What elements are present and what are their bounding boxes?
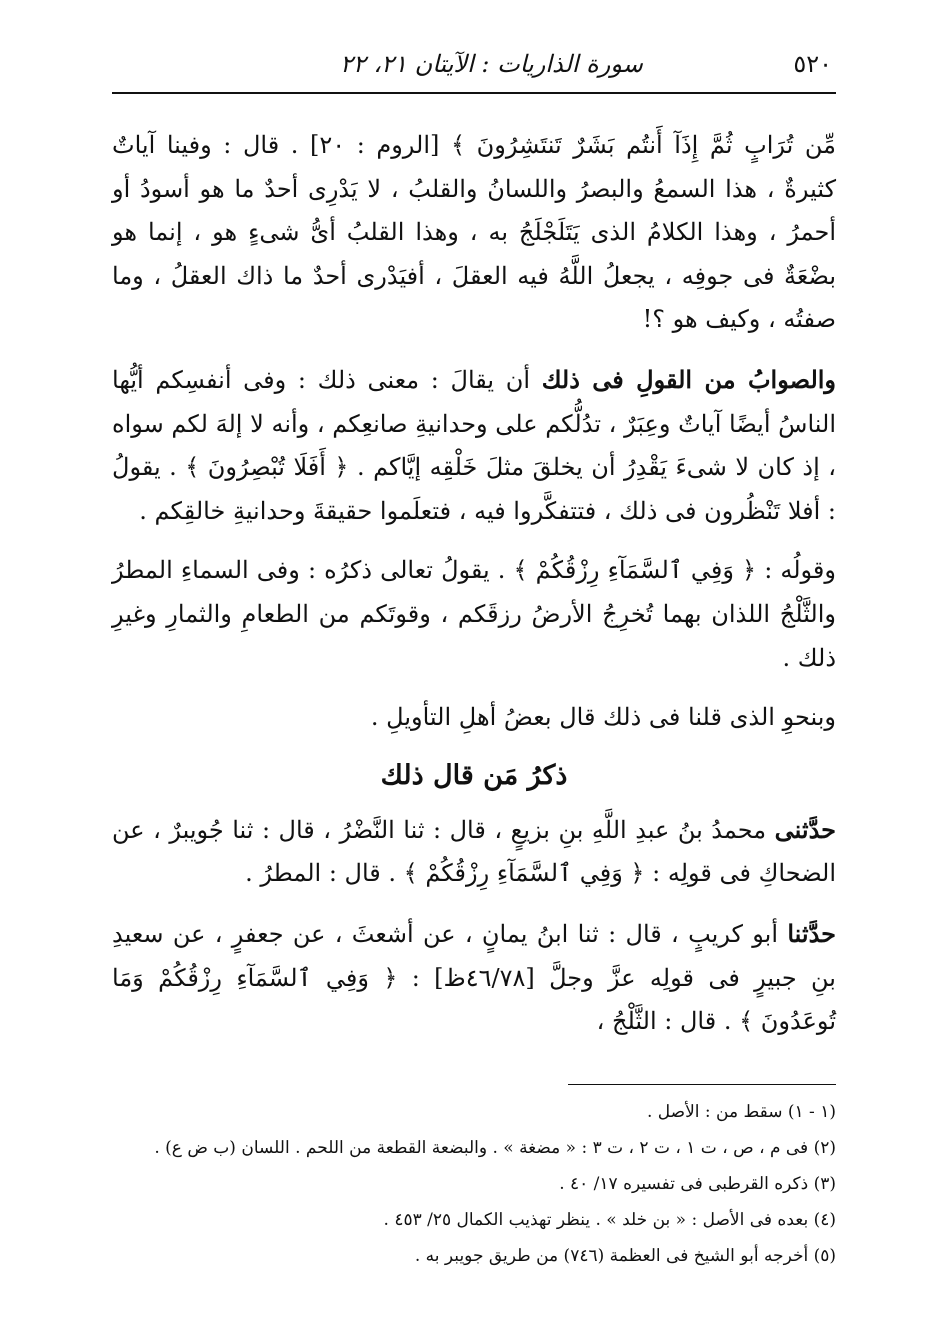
footnote-2: (٢) فى م ، ص ، ت ١ ، ت ٢ ، ت ٣ : « مضغة » . والبضعة القطعة من اللحم . اللسان (ب ض ع) . bbox=[154, 1138, 836, 1158]
paragraph-4: وبنحوِ الذى قلنا فى ذلك قال بعضُ أهلِ التأويلِ . bbox=[370, 703, 836, 732]
footnote-5: (٥) أخرجه أبو الشيخ فى العظمة (٧٤٦) من طريق جويبر به . bbox=[414, 1246, 836, 1266]
paragraph-6-text: أبو كريبٍ ، قال : ثنا ابنُ يمانٍ ، عن أشعثَ ، عن جعفرٍ ، عن سعيدِ بنِ جبيرٍ فى قولِه عزَّ وجلَّ [٤٦/٧٨ظ] : ﴿ وَفِي ٱلسَّمَآءِ رِزْقُكُمْ وَمَا تُوعَدُونَ ﴾ . قال : الثَّلْجُ ، bbox=[112, 919, 836, 1036]
running-title: سورة الذاريات : الآيتان ٢١، ٢٢ bbox=[340, 50, 643, 78]
paragraph-6 bbox=[112, 912, 836, 1044]
paragraph-2-text: أن يقالَ : معنى ذلك : وفى أنفسِكم أيُّها الناسُ أيضًا آياتٌ وعِبَرٌ ، تدُلُّكم على وحدانيةِ صانعِكم ، وأنه لا إلهَ لكم سواه ، إذ كان لا شىءَ يَقْدِرُ أن يخلقَ مثلَ خَلْقِه إيَّاكم . ﴿ أَفَلَا تُبْصِرُونَ ﴾ . يقولُ : أفلا تَنْظُرون فى ذلك ، فتتفكَّروا فيه ، فتعلَموا حقيقةَ وحدانيةِ خالقِكم . bbox=[112, 365, 836, 525]
page-number: ٥٢٠ bbox=[793, 50, 832, 78]
paragraph-5 bbox=[112, 808, 836, 896]
footnotes bbox=[112, 1094, 836, 1274]
footnote-divider bbox=[568, 1084, 836, 1085]
page-header bbox=[112, 44, 836, 94]
paragraph-2-lead: والصوابُ من القولِ فى ذلك bbox=[541, 364, 837, 394]
main-text bbox=[112, 124, 836, 1060]
paragraph-5-lead: حدَّثنى bbox=[774, 814, 836, 844]
footnote-4: (٤) بعده فى الأصل : « بن خلد » . ينظر تهذيب الكمال ٢٥/ ٤٥٣ . bbox=[383, 1210, 836, 1230]
paragraph-2 bbox=[112, 358, 836, 533]
section-heading: ذكرُ مَن قال ذلك bbox=[380, 759, 568, 791]
paragraph-1: مِّن تُرَابٍ ثُمَّ إِذَآ أَنتُم بَشَرٌ تَنتَشِرُونَ ﴾ [الروم : ٢٠] . قال : وفينا آياتٌ كثيرةٌ ، هذا السمعُ والبصرُ واللسانُ والقلبُ ، لا يَدْرِى أحدٌ ما هو أسودُ أو أحمرُ ، وهذا الكلامُ الذى يَتَلَجْلَجُ به ، وهذا القلبُ أىُّ شىءٍ هو ، إنما هو بضْعَةٌ فى جوفِه ، يجعلُ اللَّهُ فيه العقلَ ، أفيَدْرى أحدٌ ما ذاك العقلُ ، وما صفتُه ، وكيف هو ؟! bbox=[112, 131, 837, 334]
paragraph-6-lead: حدَّثنا bbox=[787, 918, 836, 948]
paragraph-5-text: محمدُ بنُ عبدِ اللَّهِ بنِ بزيعٍ ، قال : ثنا النَّضْرُ ، قال : ثنا جُويبرٌ ، عن الضحاكِ فى قولِه : ﴿ وَفِي ٱلسَّمَآءِ رِزْقُكُمْ ﴾ . قال : المطرُ . bbox=[112, 815, 836, 888]
paragraph-3: وقولُه : ﴿ وَفِي ٱلسَّمَآءِ رِزْقُكُمْ ﴾ . يقولُ تعالى ذكرُه : وفى السماءِ المطرُ والثَّلْجُ اللذان بهما تُخرِجُ الأرضُ رزقَكم ، وقوتَكم من الطعامِ والثمارِ وغيرِ ذلك . bbox=[112, 556, 836, 672]
footnote-3: (٣) ذكره القرطبى فى تفسيره ١٧/ ٤٠ . bbox=[559, 1174, 836, 1194]
footnote-1: (١ - ١) سقط من : الأصل . bbox=[646, 1102, 836, 1122]
